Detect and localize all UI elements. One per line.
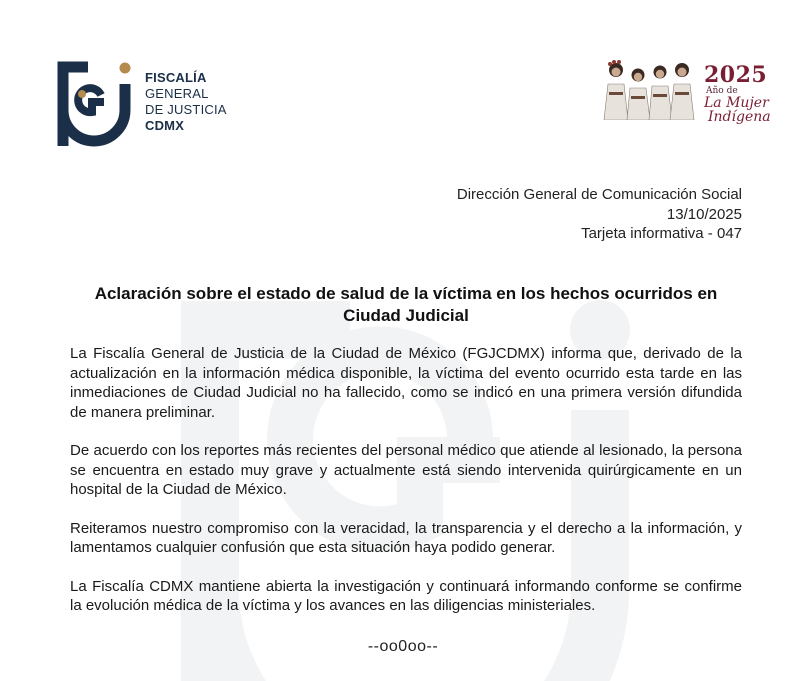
document-title: Aclaración sobre el estado de salud de la víctima en los hechos ocurridos en Ciudad Judicial [94, 284, 718, 325]
logo-line-general: GENERAL [145, 86, 209, 101]
department-name: Dirección General de Comunicación Social [456, 186, 742, 203]
logo-line-fiscalia: FISCALÍA [145, 70, 207, 85]
document-body [70, 344, 742, 635]
document-date: 13/10/2025 [666, 205, 742, 223]
year-line-indigena: Indígena [708, 109, 771, 125]
year-2025-logo [600, 58, 771, 125]
year-logo-text [704, 64, 771, 124]
year-subtitle: Año de [706, 86, 738, 96]
indigenous-women-illustration-icon [600, 58, 698, 120]
document-meta [457, 185, 742, 244]
end-mark: --oo0oo-- [367, 638, 439, 655]
fgj-logo-text [145, 70, 227, 134]
paragraph-1: La Fiscalía General de Justicia de la Ciudad de México (FGJCDMX) informa que, derivado de la actualización en la información médica disponible, la víctima del evento ocurrido esta tarde en las inmediaciones de Ciudad Judicial no ha fallecido, como se indicó en una primera versión difundida de manera preliminar. [70, 345, 742, 421]
paragraph-3: Reiteramos nuestro compromiso con la veracidad, la transparencia y el derecho a la información, y lamentamos cualquier confusión que esta situación haya podido generar. [70, 519, 742, 556]
paragraph-4: La Fiscalía CDMX mantiene abierta la investigación y continuará informando conforme se confirme la evolución médica de la víctima y los avances en las diligencias ministeriales. [70, 577, 742, 614]
card-number: Tarjeta informativa - 047 [581, 225, 742, 242]
logo-line-cdmx: CDMX [145, 118, 185, 133]
year-line-mujer: La Mujer [704, 95, 769, 111]
fgj-emblem-icon [56, 60, 132, 150]
year-number: 2025 [704, 62, 768, 88]
fgj-logo [56, 60, 236, 152]
paragraph-2: De acuerdo con los reportes más recientes del personal médico que atiende al lesionado, la persona se encuentra en estado muy grave y actualmente está siendo intervenida quirúrgicamente en un hospital de la Ciudad de México. [70, 442, 742, 498]
logo-line-justicia: DE JUSTICIA [145, 102, 227, 117]
